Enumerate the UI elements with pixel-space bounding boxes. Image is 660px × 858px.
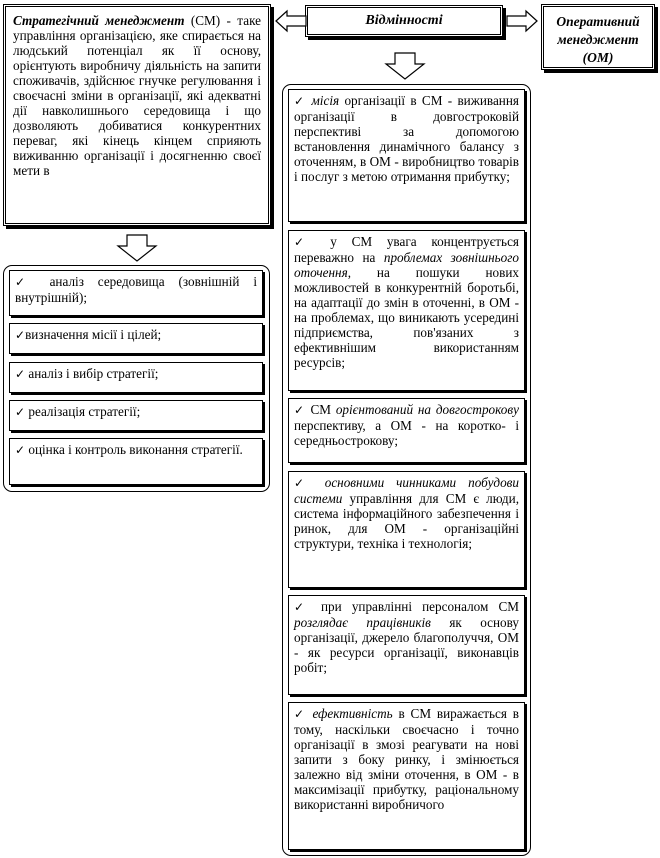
down-arrow-icon [117,234,157,262]
differences-box [305,5,503,37]
check-icon: ✓ [294,94,307,108]
check-icon: ✓ [15,328,26,342]
check-icon: ✓ [15,367,26,381]
list-item: ✓ місія організації в СМ - виживання організації в довгостроковій перспективі за допомогою встановлення динамічного балансу з оточенням, в ОМ - виробництво товарів і послуг з метою отримання прибутку; [288,89,525,222]
sm-definition-box [3,4,271,226]
list-item: ✓ основними чинниками побудови системи управління для СМ є люди, система інформаційного забезпечення і ринок, для ОМ - організаційні структури, техніка і технологія; [288,471,525,588]
check-icon: ✓ [294,600,311,614]
check-icon: ✓ [15,405,26,419]
sm-definition-text [13,13,261,178]
list-item: ✓ ефективність в СМ виражається в тому, наскільки своєчасно і точно організації в змозі реагувати на нові запити з боку ринку, і змінюється залежно від зміни оточення, в ОМ - в максимізації прибутку, раціональному використанні виробничого [288,702,525,850]
sm-body: (СМ) - таке управління організацією, яке спирається на людський потенціал як її основу, орієнтують виробничу діяльність на запити споживачів, здійснює гнучке регулювання і своєчасні зміни в організації, які адекватні дії навколишнього середовища і що дозволяють добиватися конкурентних переваг, які кінець кінцем сприяють виживанню організації і досягненню своєї мети в [13,13,262,178]
list-item: ✓ у СМ увага концентрується переважно на проблемах зовнішнього оточення, на пошуки нових можливостей в конкурентній боротьбі, на адаптації до змін в оточенні, в ОМ - на проблемах, що виникають усередині підприємства, пов'язаних з ефективнішим використанням ресурсів; [288,230,525,391]
list-item: ✓ аналіз середовища (зовнішній і внутрішній); [9,270,263,316]
list-item: ✓ оцінка і контроль виконання стратегії. [9,438,263,485]
list-item: ✓ при управлінні персоналом СМ розглядає працівників як основу організації, джерело благополуччя, ОМ - як ресурси організації, виконавців робіт; [288,595,525,695]
down-arrow-icon [385,52,425,80]
differences-label: Відмінності [365,13,443,28]
check-icon: ✓ [15,443,26,457]
check-icon: ✓ [294,235,316,249]
right-arrow-icon [506,10,538,32]
om-box [541,4,655,70]
check-icon: ✓ [294,707,307,721]
check-icon: ✓ [15,275,36,289]
check-icon: ✓ [294,476,313,490]
list-item: ✓ СМ орієнтований на довгострокову перспективу, а ОМ - на коротко- і середньострокову; [288,398,525,463]
sm-term: Стратегічний менеджмент [13,13,185,28]
om-label: Оперативний менеджмент (ОМ) [556,14,640,65]
list-item: ✓ аналіз і вибір стратегії; [9,362,263,393]
check-icon: ✓ [294,403,306,417]
list-item: ✓визначення місії і цілей; [9,323,263,354]
list-item: ✓ реалізація стратегії; [9,400,263,431]
left-arrow-icon [275,10,307,32]
